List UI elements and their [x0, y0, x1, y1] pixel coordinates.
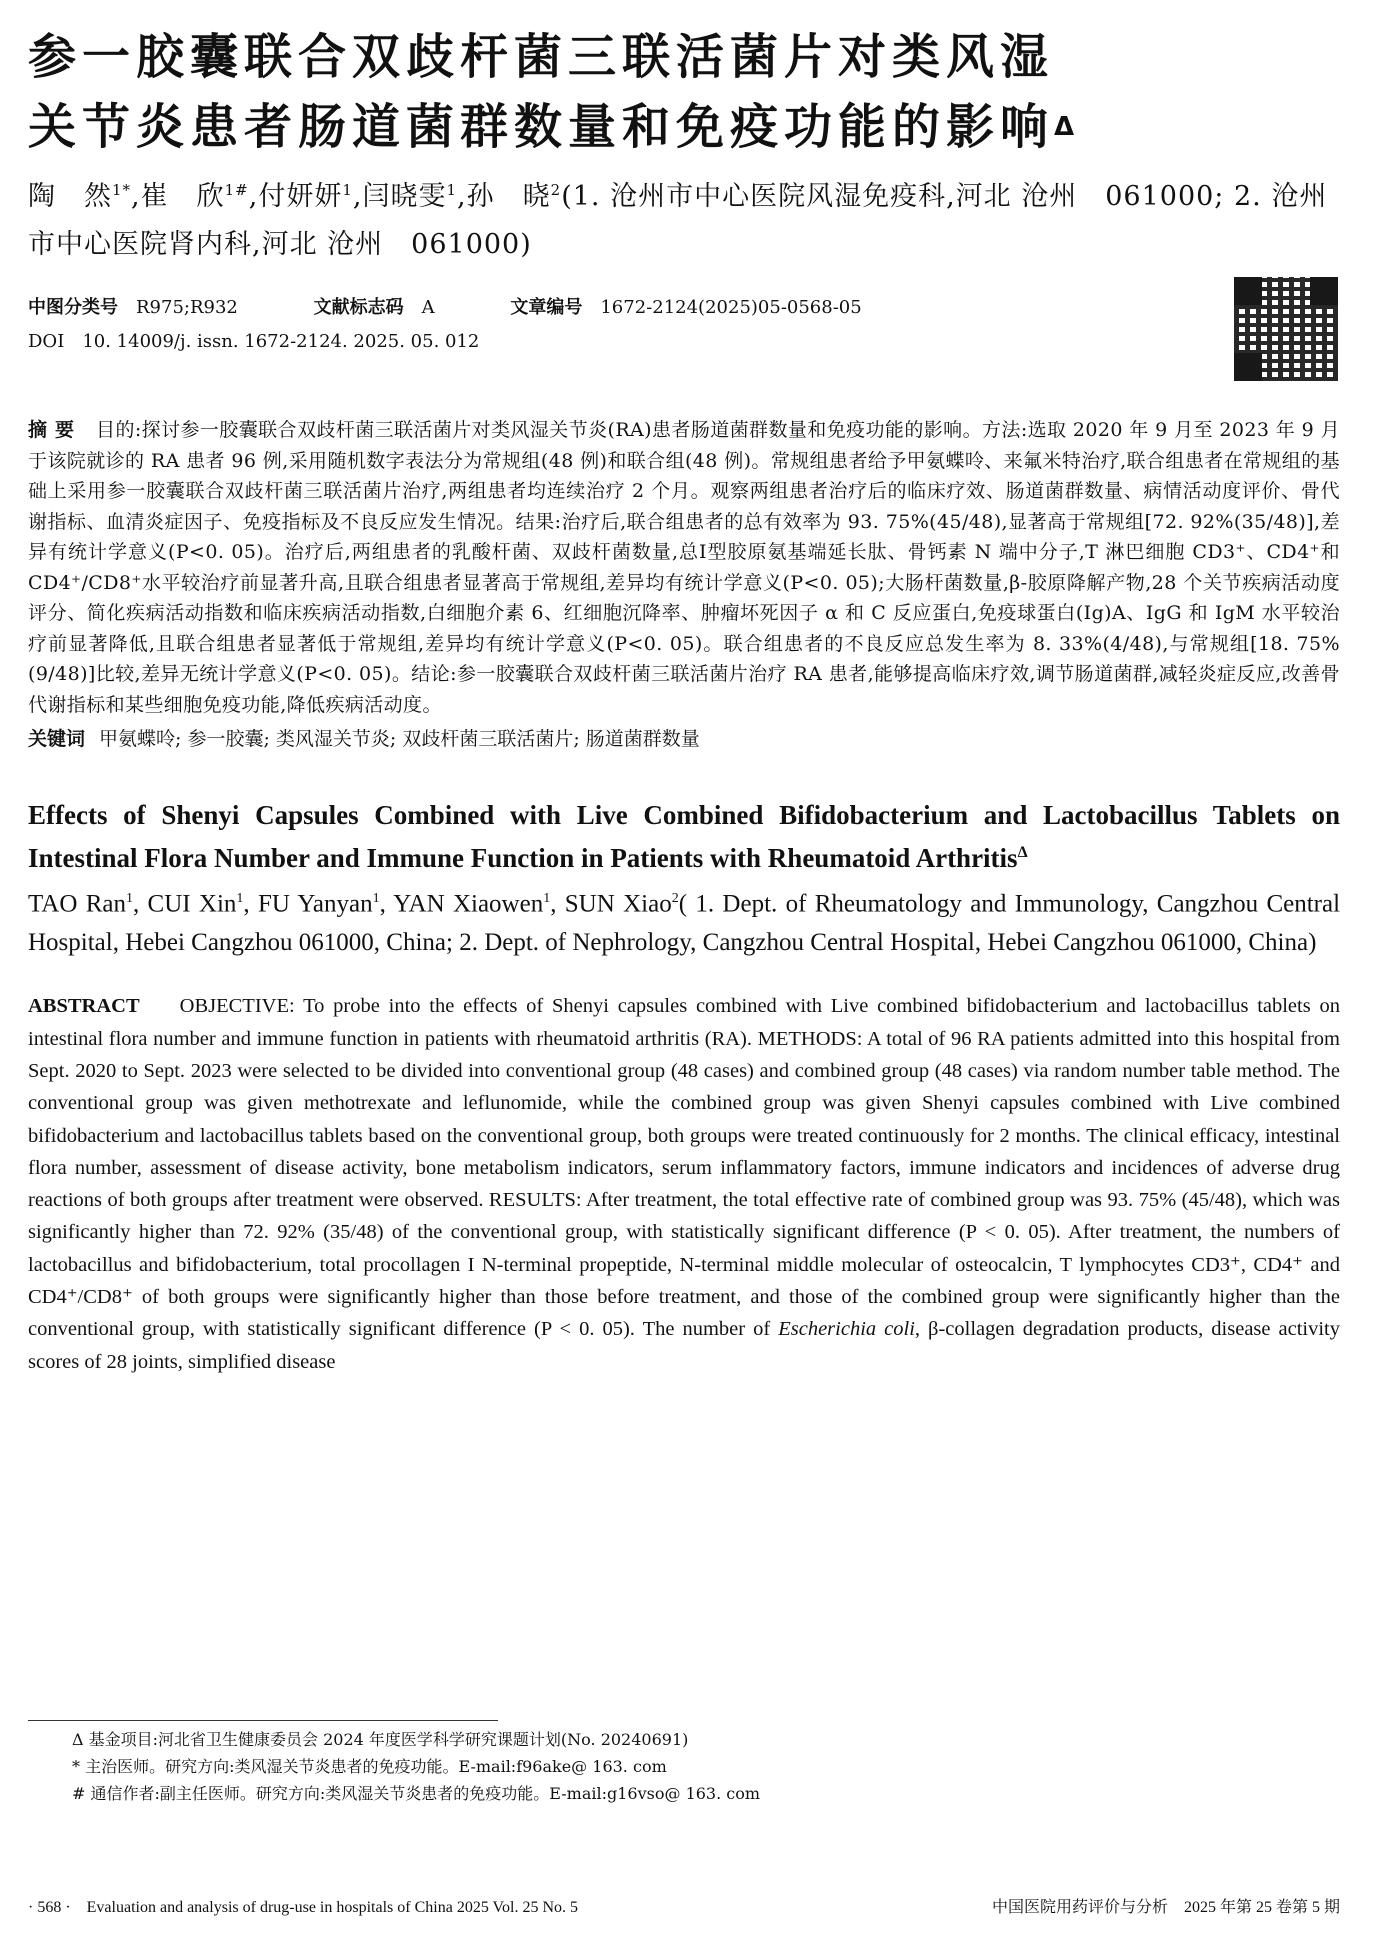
- article-meta: [28, 291, 1340, 391]
- author-en-3-sup: 1: [372, 891, 380, 906]
- author-cn-2-sup: 1#: [224, 181, 249, 199]
- keywords-cn: [28, 722, 1340, 756]
- author-cn-3: 付妍妍: [258, 181, 343, 212]
- author-en-4-sup: 1: [543, 891, 551, 906]
- title-cn-line2: 关节炎患者肠道菌群数量和免疫功能的影响: [28, 99, 1055, 155]
- authors-cn: 陶 然$^{1*}$,崔 欣$^{1\#}$,付妍妍$^1$,闫晓雯$^1$,孙 晓$^2$(1. 沧州市中心医院风湿免疫科,河北 沧州 061000; 2. 沧州市中心医院肾内科,河北 沧州 061000): [28, 181, 1328, 260]
- author-cn-3-sup: 1: [342, 181, 353, 199]
- footnote-divider: [28, 1720, 498, 1721]
- affiliation-cn: (1. 沧州市中心医院风湿免疫科,河北 沧州 061000; 2. 沧州市中心医院肾内科,河北 沧州 061000): [28, 181, 1328, 260]
- page-footer: [28, 1894, 1340, 1917]
- title-cn-mark: Δ: [1054, 112, 1075, 142]
- author-cn-5: 孙 晓: [466, 181, 551, 212]
- title-en: [28, 796, 1340, 877]
- author-en-1-sup: 1: [125, 891, 133, 906]
- authors-en: TAO Ran$^1$, CUI Xin$^1$, FU Yanyan$^1$, YAN Xiaowen$^1$, SUN Xiao$^2$( 1. Dept. of Rheumatology and Immunology, Cangzhou Central Hospital, Hebei Cangzhou 061000, China; 2. Dept. of Nephrology, Cangzhou Central Hospital, Hebei Cangzhou 061000, China): [28, 890, 1341, 957]
- abstract-en-text-1: OBJECTIVE: To probe into the effects of Shenyi capsules combined with Live combined bifidobacterium and lactobacillus tablets on intestinal flora number and immune function in patients with rheumatoid arthritis (RA). METHODS: A total of 96 RA patients admitted into this hospital from Sept. 2020 to Sept. 2023 were selected to be divided into conventional group (48 cases) and combined group (48 cases) via random number table method. The conventional group was given methotrexate and leflunomide, while the combined group was given Shenyi capsules combined with Live combined bifidobacterium and lactobacillus tablets based on the conventional group, both groups were treated continuously for 2 months. The clinical efficacy, intestinal flora number, assessment of disease activity, bone metabolism indicators, serum inflammatory factors, immune indicators and incidences of adverse drug reactions of both groups after treatment were observed. RESULTS: After treatment, the total effective rate of combined group was 93. 75% (45/48), which was significantly higher than 72. 92% (35/48) of the conventional group, with statistically significant difference (P < 0. 05). After treatment, the numbers of lactobacillus and bifidobacterium, total procollagen I N-terminal propeptide, N-terminal middle molecular of osteocalcin, T lymphocytes CD3⁺, CD4⁺ and CD4⁺/CD8⁺ of both groups were significantly higher than those before treatment, and those of the combined group were significantly higher than the conventional group, with statistically significant difference (P < 0. 05). The number of: [28, 995, 1340, 1341]
- title-en-text: Effects of Shenyi Capsules Combined with Live Combined Bifidobacterium and Lactobacillus Tablets on Intestinal Flora Number and Immune Function in Patients with Rheumatoid Arthritis: [28, 800, 1340, 873]
- author-en-1: TAO Ran: [28, 890, 126, 918]
- meta-row-2: [28, 325, 1340, 359]
- author-en-5-sup: 2: [671, 891, 679, 906]
- doi-value: 10. 14009/j. issn. 1672-2124. 2025. 05. 012: [82, 331, 480, 352]
- meta-row-1: [28, 291, 1340, 325]
- abstract-en: [28, 990, 1340, 1378]
- doc-code-label: 文献标志码: [313, 297, 404, 318]
- keywords-cn-text: 甲氨蝶呤; 参一胶囊; 类风湿关节炎; 双歧杆菌三联活菌片; 肠道菌群数量: [99, 728, 700, 750]
- author-en-4: YAN Xiaowen: [393, 890, 544, 918]
- author-cn-1-sup: 1*: [112, 181, 132, 199]
- abstract-en-text-2: , β-collagen degradation products, disease activity scores of 28 joints, simplified disease: [28, 1318, 1340, 1373]
- title-cn: [28, 22, 1340, 162]
- keywords-cn-label: 关键词: [28, 728, 86, 750]
- author-cn-4: 闫晓雯: [362, 181, 447, 212]
- footer-right: 中国医院用药评价与分析 2025 年第 25 卷第 5 期: [991, 1899, 1340, 1916]
- article-page: [28, 22, 1340, 1378]
- author-cn-1: 陶 然: [28, 181, 112, 212]
- abstract-en-label: ABSTRACT: [28, 995, 140, 1018]
- author-en-2: CUI Xin: [147, 890, 237, 918]
- clc-value: R975;R932: [136, 297, 238, 318]
- abstract-cn: [28, 415, 1340, 720]
- title-en-mark: Δ: [1017, 844, 1028, 861]
- article-no-value: 1672-2124(2025)05-0568-05: [600, 297, 862, 318]
- author-cn-2: 崔 欣: [140, 181, 225, 212]
- author-cn-4-sup: 1: [446, 181, 458, 199]
- affiliation-en: ( 1. Dept. of Rheumatology and Immunology, Cangzhou Central Hospital, Hebei Cangzhou 061000, China; 2. Dept. of Nephrology, Cangzhou Central Hospital, Hebei Cangzhou 061000, China): [28, 890, 1341, 957]
- footnote-first-author: * 主治医师。研究方向:类风湿关节炎患者的免疫功能。E-mail:f96ake@ 163. com: [72, 1757, 667, 1776]
- footnotes: [72, 1726, 1272, 1807]
- clc-label: 中图分类号: [28, 297, 118, 318]
- abstract-cn-text: 目的:探讨参一胶囊联合双歧杆菌三联活菌片对类风湿关节炎(RA)患者肠道菌群数量和免疫功能的影响。方法:选取 2020 年 9 月至 2023 年 9 月于该院就诊的 RA 患者 96 例,采用随机数字表法分为常规组(48 例)和联合组(48 例)。常规组患者给予甲氨蝶呤、来氟米特治疗,联合组患者在常规组的基础上采用参一胶囊联合双歧杆菌三联活菌片治疗,两组患者均连续治疗 2 个月。观察两组患者治疗后的临床疗效、肠道菌群数量、病情活动度评价、骨代谢指标、血清炎症因子、免疫指标及不良反应发生情况。结果:治疗后,联合组患者的总有效率为 93. 75%(45/48),显著高于常规组[72. 92%(35/48)],差异有统计学意义(P<0. 05)。治疗后,两组患者的乳酸杆菌、双歧杆菌数量,总Ⅰ型胶原氨基端延长肽、骨钙素 N 端中分子,T 淋巴细胞 CD3⁺、CD4⁺和 CD4⁺/CD8⁺水平较治疗前显著升高,且联合组患者显著高于常规组,差异均有统计学意义(P<0. 05);大肠杆菌数量,β-胶原降解产物,28 个关节疾病活动度评分、简化疾病活动指数和临床疾病活动指数,白细胞介素 6、红细胞沉降率、肿瘤坏死因子 α 和 C 反应蛋白,免疫球蛋白(Ig)A、IgG 和 IgM 水平较治疗前显著降低,且联合组患者显著低于常规组,差异均有统计学意义(P<0. 05)。联合组患者的不良反应总发生率为 8. 33%(4/48),与常规组[18. 75%(9/48)]比较,差异无统计学意义(P<0. 05)。结论:参一胶囊联合双歧杆菌三联活菌片治疗 RA 患者,能够提高临床疗效,调节肠道菌群,减轻炎症反应,改善骨代谢指标和某些细胞免疫功能,降低疾病活动度。: [28, 419, 1340, 716]
- footnote-fund: Δ 基金项目:河北省卫生健康委员会 2024 年度医学科学研究课题计划(No. 20240691): [72, 1730, 689, 1749]
- author-en-2-sup: 1: [236, 891, 244, 906]
- qr-code-icon[interactable]: [1234, 277, 1338, 381]
- article-no-label: 文章编号: [510, 297, 583, 318]
- author-cn-5-sup: 2: [550, 181, 562, 199]
- abstract-en-italic: Escherichia coli: [778, 1318, 915, 1341]
- doc-code-value: A: [421, 297, 435, 318]
- title-cn-line1: 参一胶囊联合双歧杆菌三联活菌片对类风湿: [28, 29, 1055, 85]
- footer-left: · 568 · Evaluation and analysis of drug-use in hospitals of China 2025 Vol. 25 No. 5: [28, 1899, 579, 1916]
- author-en-3: FU Yanyan: [258, 890, 373, 918]
- footnote-corresponding: # 通信作者:副主任医师。研究方向:类风湿关节炎患者的免疫功能。E-mail:g16vso@ 163. com: [72, 1784, 761, 1803]
- doi-label: DOI: [28, 331, 65, 352]
- author-en-5: SUN Xiao: [564, 890, 672, 918]
- abstract-cn-label: 摘要: [28, 419, 83, 441]
